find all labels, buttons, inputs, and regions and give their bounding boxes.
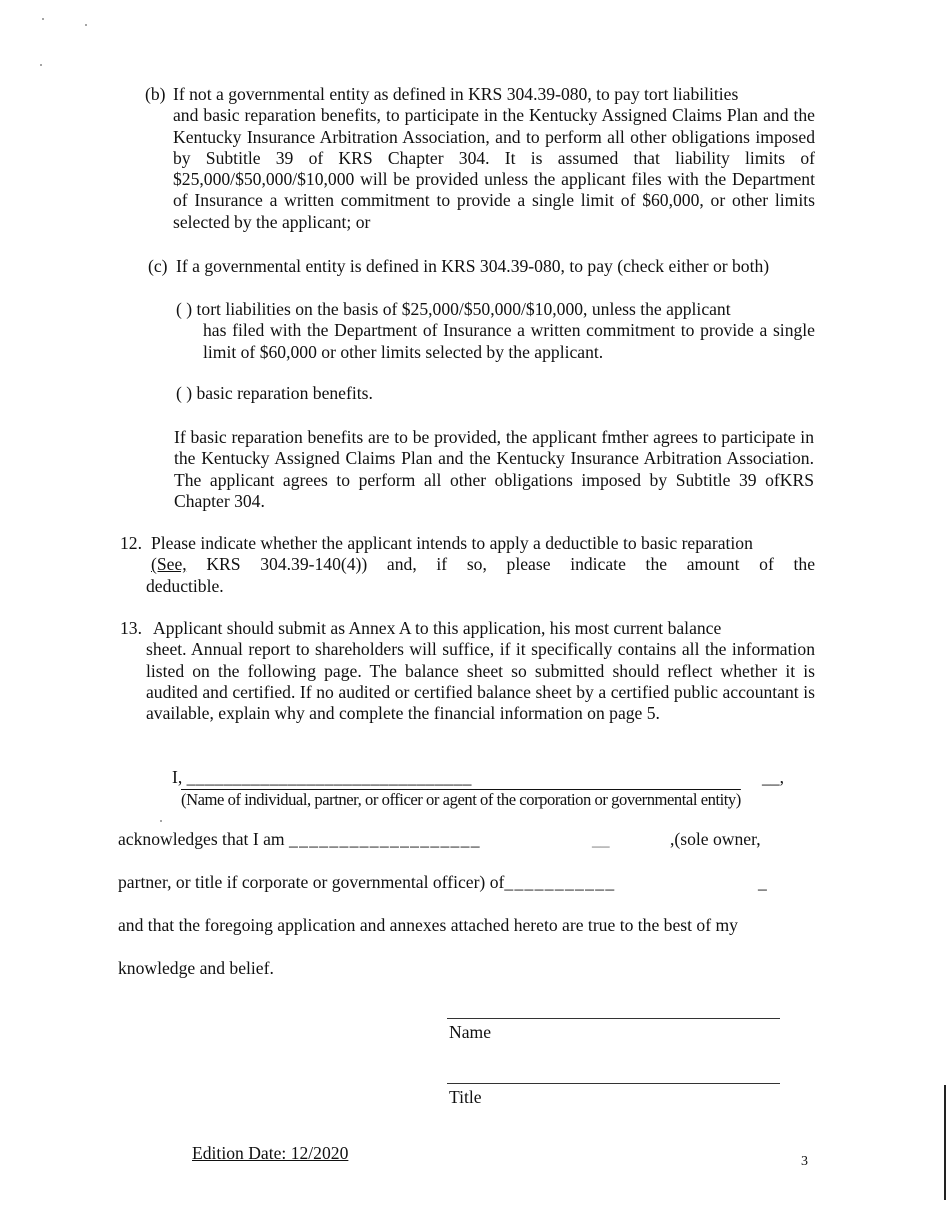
declaration-foregoing: and that the foregoing application and annexes attached hereto are true to the best of my bbox=[118, 915, 738, 935]
item-12-see-reference: (See, bbox=[151, 554, 187, 575]
declaration-acknowledge-end: ,(sole owner, bbox=[670, 829, 761, 849]
declaration-name-line bbox=[172, 767, 797, 788]
item-c-option-tort-body: has filed with the Department of Insurance a written commitment to provide a single limit of $60,000 or other limits selected by the applicant. bbox=[203, 320, 815, 362]
scan-speck bbox=[85, 24, 87, 26]
signature-title-label: Title bbox=[449, 1087, 482, 1107]
item-c-option-tort-first: ( ) tort liabilities on the basis of $25,000/$50,000/$10,000, unless the applicant bbox=[176, 299, 731, 319]
item-12-last-line: deductible. bbox=[146, 575, 224, 596]
item-c bbox=[148, 256, 815, 277]
signature-title-line[interactable] bbox=[447, 1083, 780, 1084]
item-c-option-tort bbox=[176, 299, 815, 363]
scan-edge-mark bbox=[944, 1085, 946, 1200]
item-13-marker: 13. bbox=[120, 618, 142, 638]
signature-name-label: Name bbox=[449, 1022, 492, 1042]
item-12-marker: 12. bbox=[120, 533, 142, 553]
item-b-body: and basic reparation benefits, to participate in the Kentucky Assigned Claims Plan and the Kentucky Insurance Arbitration Association, and to perform all other obligations imposed by Subtitle 39 of KRS Chapter 304. It is assumed that liability limits of $25,000/$50,000/$10,000 will be provided unless the applicant files with the Department of Insurance a written commitment to provide a single limit of $60,000, or other limits selected by the applicant; or bbox=[173, 105, 815, 232]
declaration-acknowledge-line bbox=[118, 829, 768, 850]
item-13 bbox=[120, 618, 815, 724]
item-b bbox=[145, 84, 815, 233]
declaration-entity-blank[interactable]: ___________ bbox=[504, 872, 616, 892]
edition-date: Edition Date: 12/2020 bbox=[192, 1143, 349, 1163]
item-13-first-line: Applicant should submit as Annex A to this application, his most current balance bbox=[153, 618, 722, 638]
item-c-option-basic: ( ) basic reparation benefits. bbox=[176, 383, 373, 403]
scan-speck bbox=[40, 64, 42, 66]
declaration-partner-end: _ bbox=[758, 872, 767, 892]
declaration-acknowledge-label: acknowledges that I am bbox=[118, 829, 285, 849]
item-c-text: If a governmental entity is defined in KRS 304.39-080, to pay (check either or both) bbox=[176, 256, 770, 276]
declaration-partner-label: partner, or title if corporate or governmental officer) of bbox=[118, 872, 505, 892]
item-12-second-line bbox=[151, 554, 815, 575]
scan-speck bbox=[160, 820, 162, 822]
item-13-body: sheet. Annual report to shareholders will suffice, if it specifically contains all the information listed on the following page. The balance sheet so submitted should reflect whether it is audited and certified. If no audited or certified balance sheet by a certified public accountant is available, explain why and complete the financial information on page 5. bbox=[146, 639, 815, 724]
item-c-marker: (c) bbox=[148, 256, 168, 276]
item-12-body-rest: KRS 304.39-140(4)) and, if so, please indicate the amount of the bbox=[186, 554, 815, 575]
item-12-first-line: Please indicate whether the applicant intends to apply a deductible to basic reparation bbox=[151, 533, 753, 553]
declaration-name-caption: (Name of individual, partner, or officer or agent of the corporation or governmental entity) bbox=[181, 790, 741, 809]
item-c-note: If basic reparation benefits are to be provided, the applicant fmther agrees to participate in the Kentucky Assigned Claims Plan and the Kentucky Insurance Arbitration Association. The applicant agrees to perform all other obligations imposed by Subtitle 39 ofKRS Chapter 304. bbox=[174, 427, 814, 511]
declaration-name-end: __, bbox=[762, 767, 784, 787]
declaration-capacity-blank[interactable]: ___________________ bbox=[289, 829, 481, 849]
signature-name-line[interactable] bbox=[447, 1018, 780, 1019]
item-b-marker: (b) bbox=[145, 84, 166, 104]
declaration-knowledge: knowledge and belief. bbox=[118, 958, 274, 978]
scan-speck bbox=[42, 18, 44, 20]
declaration-partner-line bbox=[118, 872, 768, 893]
declaration-name-blank[interactable]: _______________________________ bbox=[186, 767, 472, 787]
item-b-first-line: If not a governmental entity as defined in KRS 304.39-080, to pay tort liabilities bbox=[173, 84, 739, 104]
item-12 bbox=[120, 533, 815, 597]
declaration-acknowledge-dash: __ bbox=[592, 829, 610, 849]
declaration-i-label: I, bbox=[172, 767, 183, 787]
page-number: 3 bbox=[801, 1154, 808, 1169]
